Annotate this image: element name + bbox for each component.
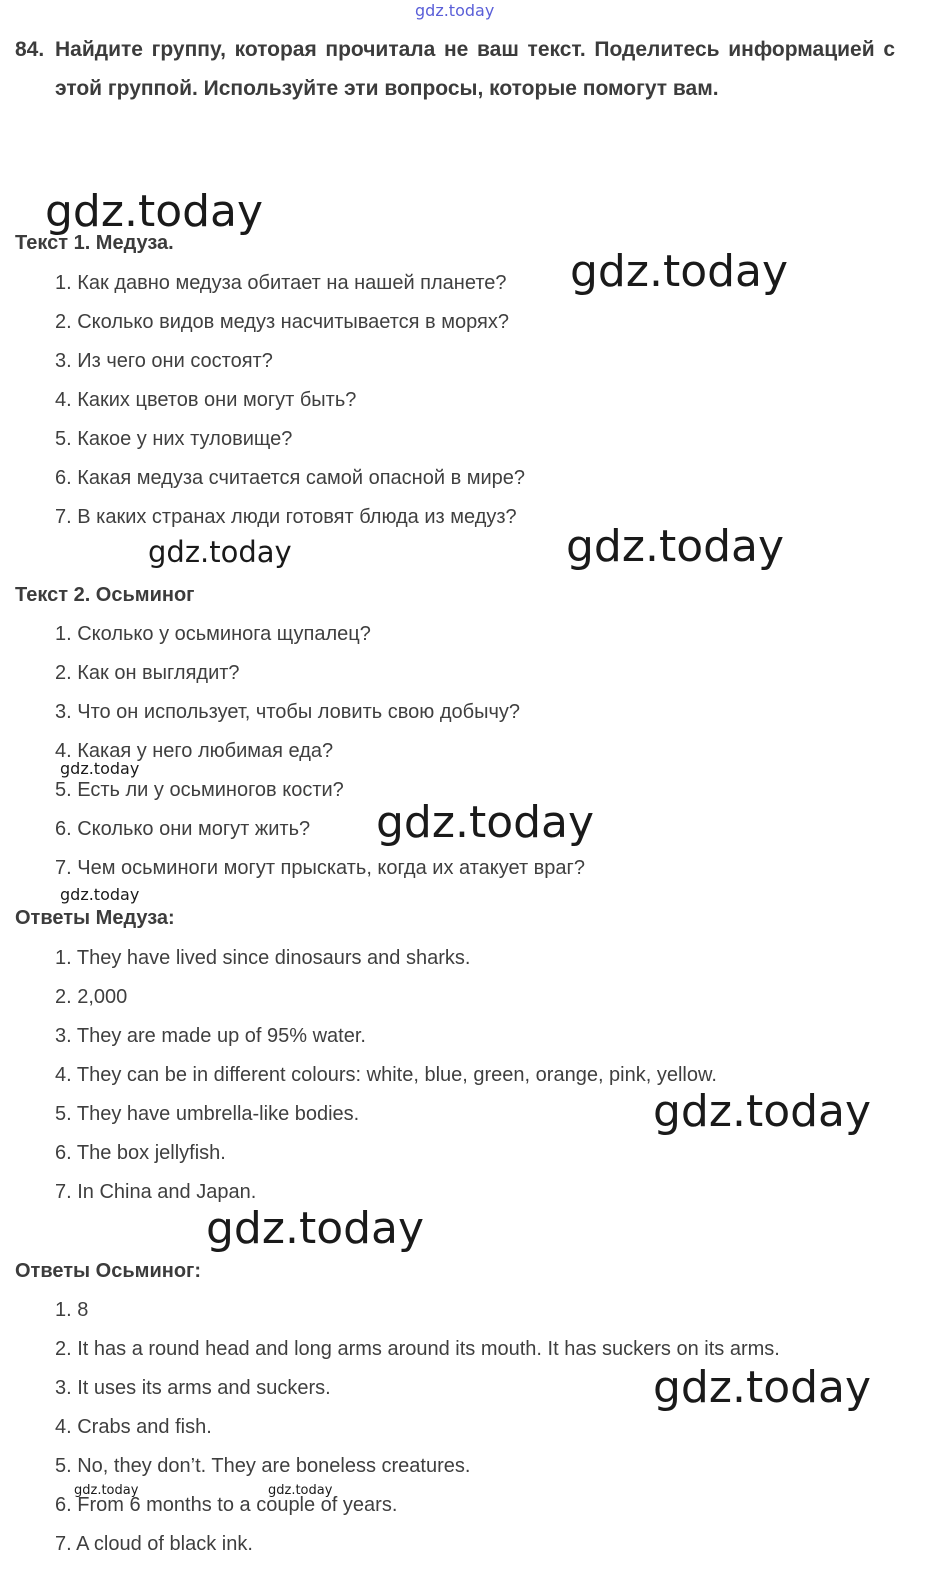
list-item: 7. In China and Japan. — [55, 1181, 257, 1203]
list-item: 6. Какая медуза считается самой опасной в мире? — [55, 467, 526, 489]
list-item: 4. Какая у него любимая еда? — [55, 740, 334, 762]
watermark: gdz.today — [566, 521, 785, 572]
watermark: gdz.today — [60, 885, 140, 904]
list-item: 7. A cloud of black ink. — [55, 1533, 253, 1555]
watermark: gdz.today — [60, 759, 140, 778]
watermark: gdz.today — [268, 1483, 333, 1498]
watermark: gdz.today — [148, 535, 292, 569]
list-item: 5. They have umbrella-like bodies. — [55, 1103, 360, 1125]
watermark: gdz.today — [45, 186, 264, 237]
task-text: Найдите группу, которая прочитала не ваш текст. Поделитесь информацией с этой группой. Используйте эти вопросы, которые помогут вам. — [55, 38, 895, 100]
section-heading-text2: Текст 2. Осьминог — [15, 584, 195, 606]
watermark: gdz.today — [206, 1203, 425, 1254]
list-item: 4. They can be in different colours: white, blue, green, orange, pink, yellow. — [55, 1064, 717, 1086]
section-heading-answers1: Ответы Медуза: — [15, 907, 175, 929]
list-item: 1. Как давно медуза обитает на нашей планете? — [55, 272, 507, 294]
list-item: 2. Как он выглядит? — [55, 662, 240, 684]
list-item: 1. Сколько у осьминога щупалец? — [55, 623, 371, 645]
watermark: gdz.today — [74, 1483, 139, 1498]
list-item: 3. Что он использует, чтобы ловить свою добычу? — [55, 701, 520, 723]
watermark-top: gdz.today — [415, 1, 495, 20]
watermark: gdz.today — [376, 797, 595, 848]
watermark: gdz.today — [570, 246, 789, 297]
watermark: gdz.today — [653, 1086, 872, 1137]
list-item: 4. Crabs and fish. — [55, 1416, 212, 1438]
section-heading-answers2: Ответы Осьминог: — [15, 1260, 202, 1282]
list-item: 3. Из чего они состоят? — [55, 350, 273, 372]
task-number: 84. — [15, 38, 45, 61]
list-item: 5. Какое у них туловище? — [55, 428, 293, 450]
list-item: 1. They have lived since dinosaurs and sharks. — [55, 947, 471, 969]
list-item: 2. 2,000 — [55, 986, 128, 1008]
list-item: 6. From 6 months to a couple of years. — [55, 1494, 398, 1516]
list-item: 7. В каких странах люди готовят блюда из медуз? — [55, 506, 517, 528]
watermark: gdz.today — [653, 1362, 872, 1413]
list-item: 2. Сколько видов медуз насчитывается в морях? — [55, 311, 509, 333]
list-item: 3. It uses its arms and suckers. — [55, 1377, 331, 1399]
list-item: 2. It has a round head and long arms around its mouth. It has suckers on its arms. — [55, 1338, 780, 1360]
task-block — [15, 30, 895, 108]
section-heading-text1: Текст 1. Медуза. — [15, 232, 174, 254]
list-item: 7. Чем осьминоги могут прыскать, когда их атакует враг? — [55, 857, 585, 879]
list-item: 6. The box jellyfish. — [55, 1142, 226, 1164]
list-item: 1. 8 — [55, 1299, 89, 1321]
list-item: 3. They are made up of 95% water. — [55, 1025, 366, 1047]
list-item: 6. Сколько они могут жить? — [55, 818, 311, 840]
list-item: 5. No, they don’t. They are boneless creatures. — [55, 1455, 471, 1477]
list-item: 5. Есть ли у осьминогов кости? — [55, 779, 344, 801]
list-item: 4. Каких цветов они могут быть? — [55, 389, 357, 411]
